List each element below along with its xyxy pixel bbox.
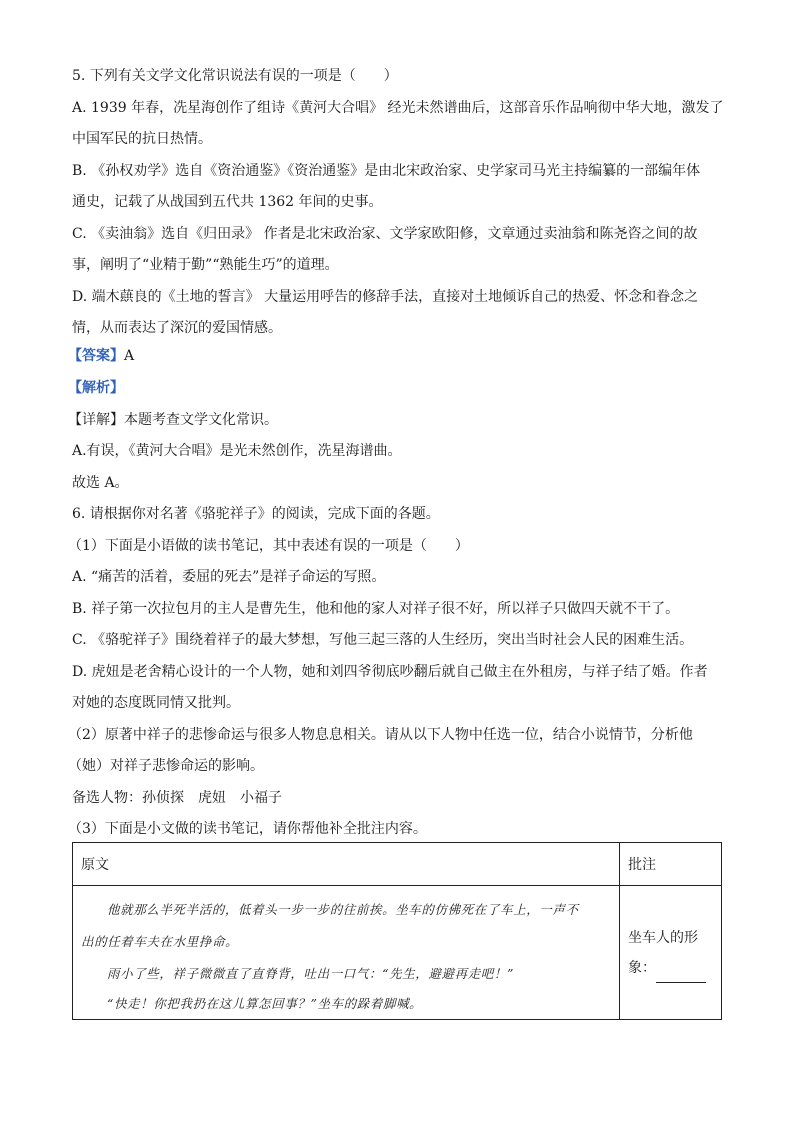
q5-option-c-line2: 事，阐明了“业精于勤”“熟能生巧”的道理。 (72, 257, 339, 273)
q5-option-b-line2: 通史，记载了从战国到五代共 1362 年间的史事。 (72, 194, 383, 210)
q5-answer (68, 346, 728, 366)
table-header-row (73, 843, 722, 886)
answer-value: A (124, 348, 135, 364)
q5-analysis (68, 378, 728, 398)
comment-line-2 (628, 953, 720, 983)
header-comment: 批注 (620, 843, 722, 886)
comment-label: 象： (628, 959, 656, 976)
q6-stem: 6. 请根据你对名著《骆驼祥子》的阅读，完成下面的各题。 (72, 506, 440, 522)
comment-cell (620, 886, 722, 1020)
q5-option-d-line2: 情，从而表达了深沉的爱国情感。 (72, 320, 282, 336)
header-original (73, 843, 620, 886)
detail-tag: 【详解】 (68, 412, 124, 428)
q6-candidates: 备选人物：孙侦探 虎妞 小福子 (72, 790, 282, 806)
comment-line-1: 坐车人的形 (628, 929, 698, 946)
q5-option-b-line1: B. 《孙权劝学》选自《资治通鉴》《资治通鉴》是由北宋政治家、史学家司马光主持编纂的一部编年体 (72, 163, 701, 179)
q5-choose: 故选 A。 (72, 475, 129, 491)
comment-answer-blank[interactable] (656, 968, 706, 983)
original-line-4: “快走！你把我扔在这儿算怎回事？”坐车的跺着脚喊。 (107, 996, 423, 1011)
original-line-2: 出的任着车夫在水里挣命。 (81, 934, 239, 949)
original-line-3: 雨小了些，祥子微微直了直脊背，吐出一口气：“先生，避避再走吧！” (107, 966, 514, 981)
q6-option-c: C. 《骆驼祥子》围绕着祥子的最大梦想，写他三起三落的人生经历，突出当时社会人民的困难生活。 (72, 632, 694, 648)
q5-detail (68, 410, 728, 430)
analysis-tag: 【解析】 (68, 380, 124, 396)
table-body-row (73, 886, 722, 1020)
q6-sub1: （1）下面是小语做的读书笔记，其中表述有误的一项是（ ） (68, 538, 469, 554)
q5-option-a-line2: 中国军民的抗日热情。 (72, 131, 212, 147)
answer-tag: 【答案】 (68, 348, 124, 364)
q5-option-a-line1: A. 1939 年春，冼星海创作了组诗《黄河大合唱》 经光未然谱曲后，这部音乐作品响彻中华大地，激发了 (72, 100, 724, 116)
q6-sub2-line1: （2）原著中祥子的悲惨命运与很多人物息息相关。请从以下人物中任选一位，结合小说情节，分析他 (68, 727, 693, 743)
q6-sub2-line2: （她）对祥子悲惨命运的影响。 (68, 758, 264, 774)
reading-note-table (72, 842, 722, 1020)
q5-option-c-line1: C. 《卖油翁》选自《归田录》 作者是北宋政治家、文学家欧阳修，文章通过卖油翁和陈尧咨之间的故 (72, 226, 698, 242)
q6-sub3: （3）下面是小文做的读书笔记，请你帮他补全批注内容。 (68, 821, 427, 837)
q5-stem: 5. 下列有关文学文化常识说法有误的一项是（ ） (72, 68, 398, 84)
q5-explain: A.有误，《黄河大合唱》是光未然创作，冼星海谱曲。 (72, 443, 402, 459)
q6-option-a: A. “痛苦的活着，委屈的死去”是祥子命运的写照。 (72, 569, 386, 585)
q6-option-d-line2: 对她的态度既同情又批判。 (72, 695, 240, 711)
original-text-cell (73, 886, 620, 1020)
detail-text: 本题考查文学文化常识。 (124, 412, 278, 428)
q5-option-d-line1: D. 端木蕻良的《土地的誓言》 大量运用呼告的修辞手法，直接对土地倾诉自己的热爱、怀念和眷念之 (72, 289, 699, 305)
header-original-label: 原文 (81, 857, 109, 873)
original-line-1: 他就那么半死半活的，低着头一步一步的往前挨。坐车的仿佛死在了车上，一声不 (107, 902, 579, 917)
q6-option-b: B. 祥子第一次拉包月的主人是曹先生，他和他的家人对祥子很不好，所以祥子只做四天就不干了。 (72, 601, 680, 617)
q6-option-d-line1: D. 虎妞是老舍精心设计的一个人物，她和刘四爷彻底吵翻后就自己做主在外租房，与祥子结了婚。作者 (72, 664, 708, 680)
